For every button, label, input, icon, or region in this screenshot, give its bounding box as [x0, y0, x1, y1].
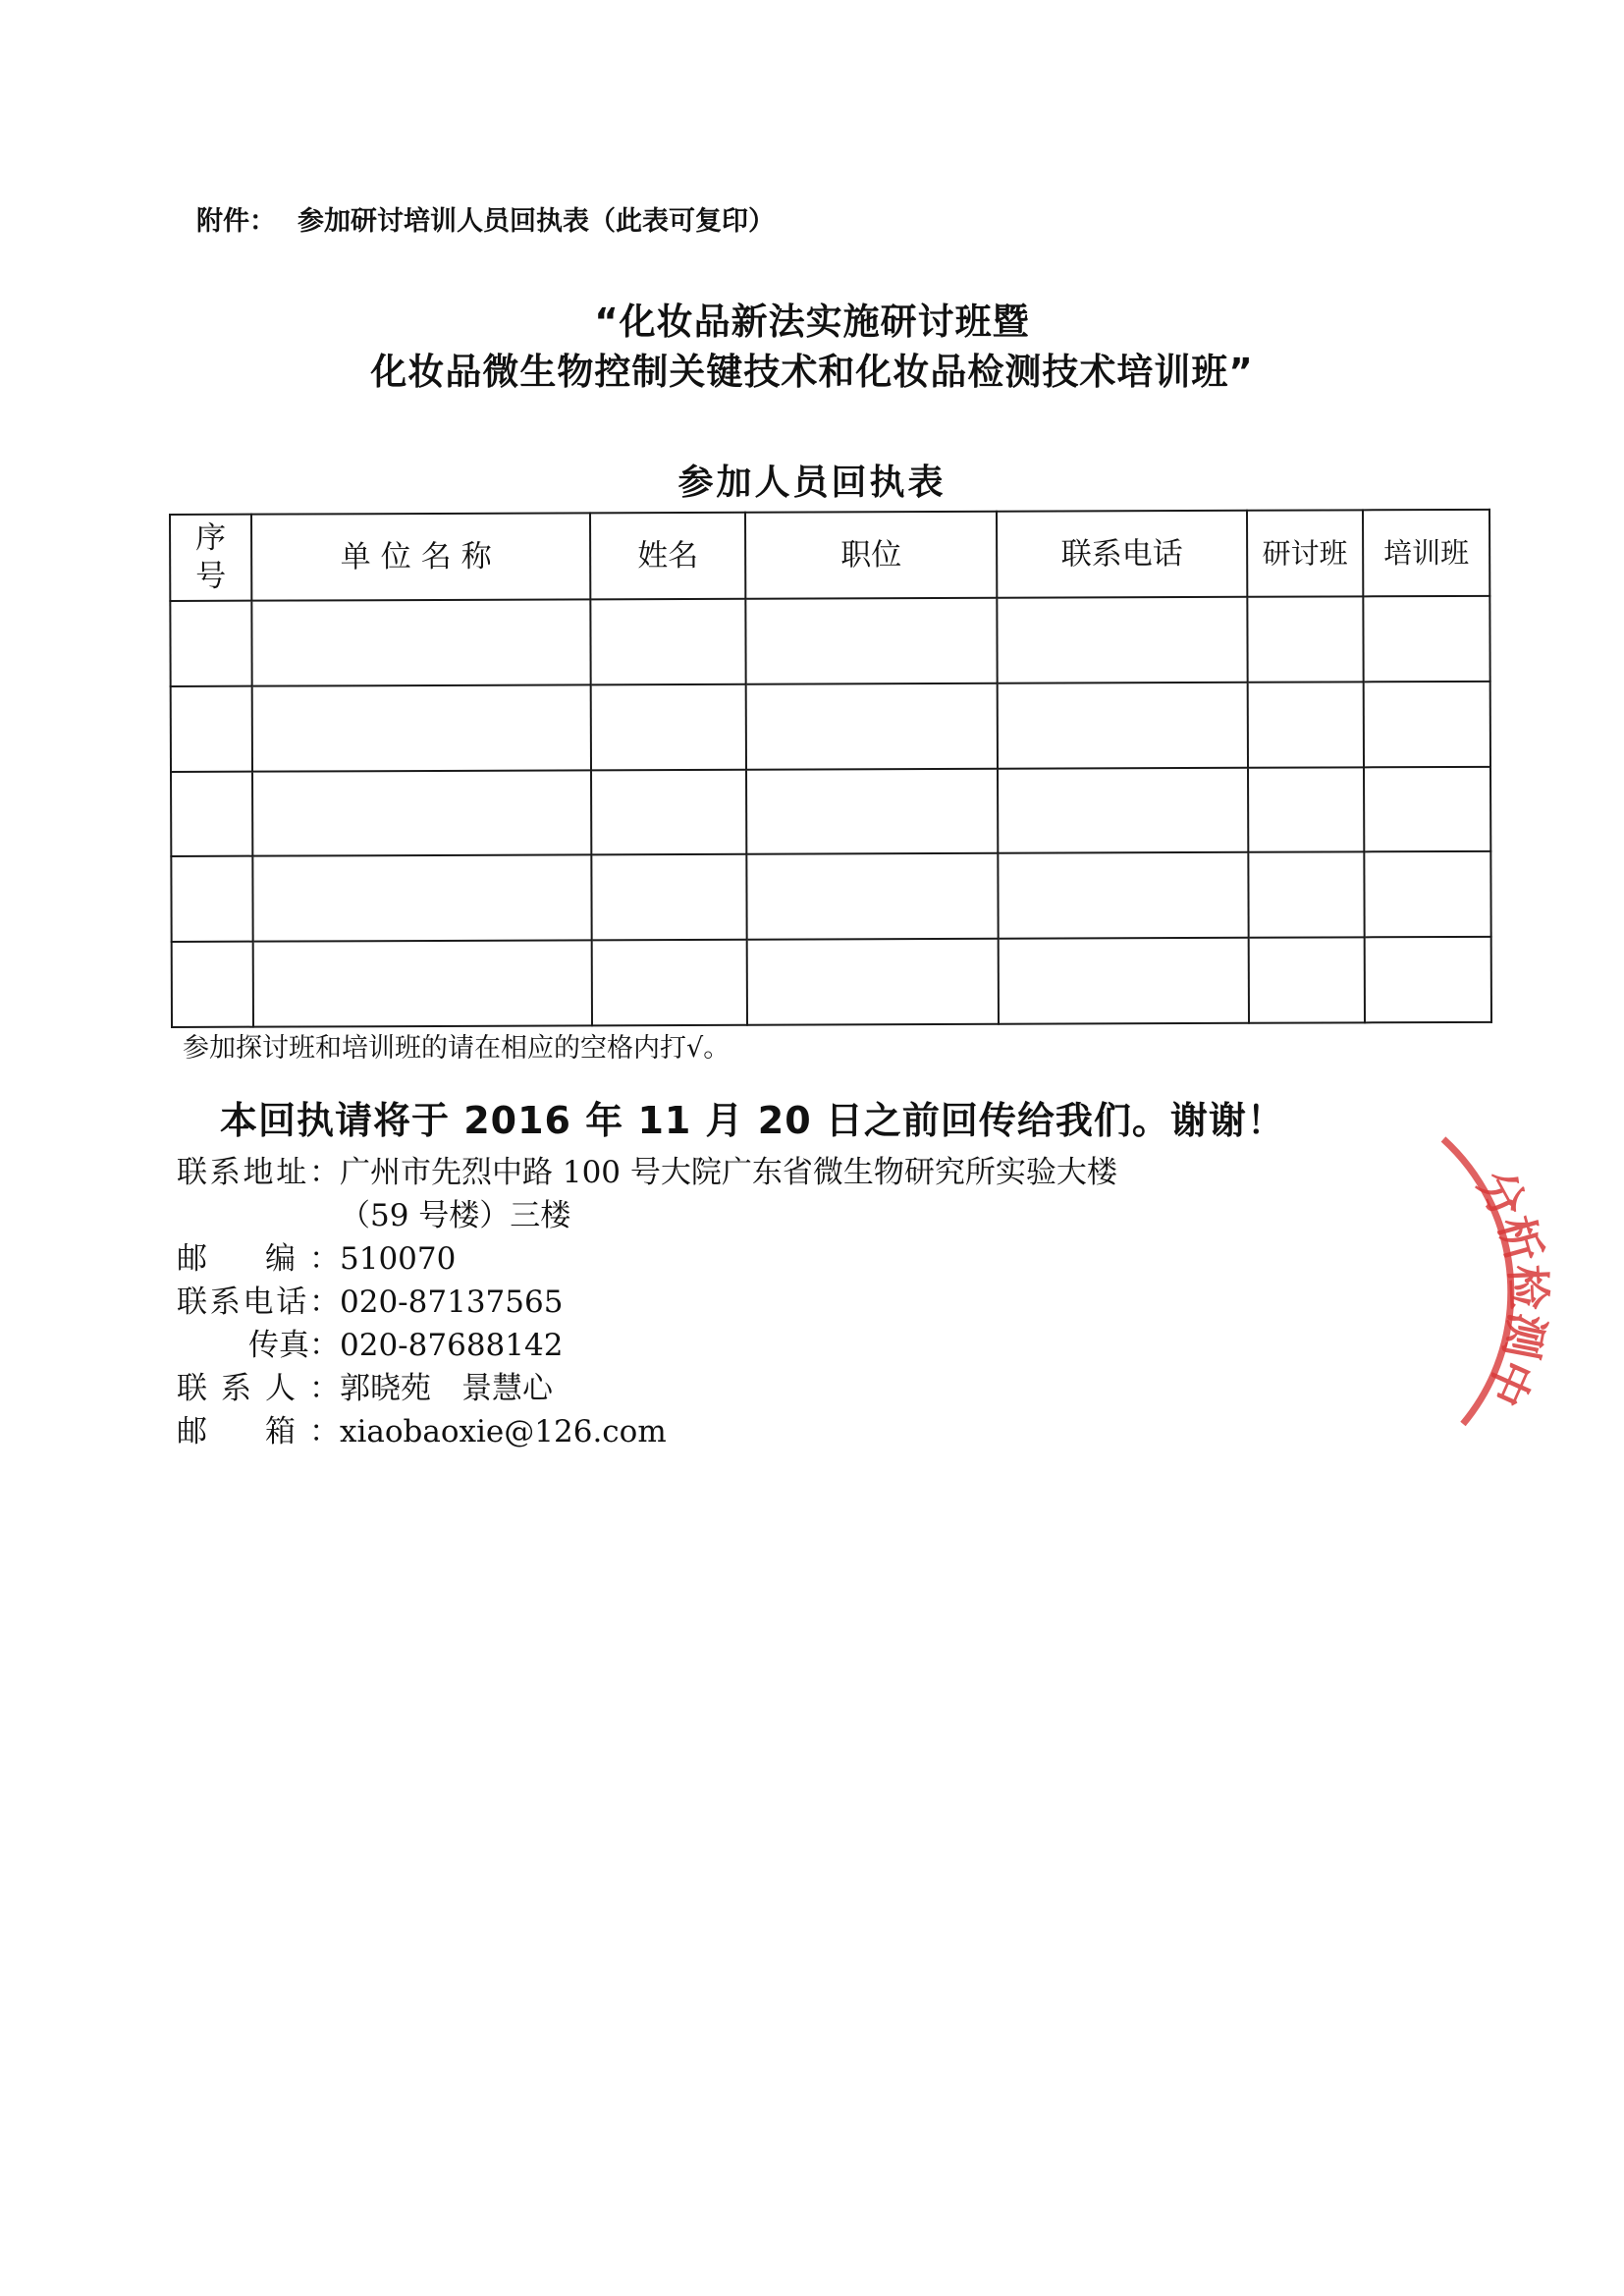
- fax-row: [177, 1324, 1117, 1367]
- contact-block: [177, 1151, 1117, 1453]
- table-cell: [747, 939, 999, 1025]
- table-row: [172, 937, 1491, 1027]
- table-cell: [591, 684, 746, 770]
- address-line-2: （59 号楼）三楼: [340, 1198, 571, 1233]
- postcode-label: 邮 编：: [177, 1241, 340, 1277]
- table-row: [170, 596, 1489, 686]
- contact-person-label: 联系人：: [177, 1371, 340, 1406]
- table-cell: [591, 769, 746, 854]
- table-cell: [1248, 767, 1364, 852]
- postcode-value: 510070: [340, 1241, 457, 1277]
- table-cell: [590, 599, 745, 684]
- svg-text:分析检测中心: 分析检测中心: [1411, 1077, 1555, 1414]
- table-cell: [998, 767, 1248, 853]
- phone-row: [177, 1281, 1117, 1324]
- table-row: [171, 851, 1490, 942]
- table-cell: [1364, 851, 1490, 937]
- table-cell: [170, 601, 251, 686]
- table-cell: [172, 942, 253, 1027]
- table-cell: [252, 855, 591, 942]
- table-cell: [252, 770, 591, 856]
- header-training: 培训班: [1363, 510, 1489, 596]
- table-cell: [171, 771, 252, 856]
- header-seq: 序 号: [170, 515, 251, 601]
- table-cell: [745, 598, 997, 684]
- table-header-row: [170, 510, 1489, 601]
- phone-label: 联系电话：: [177, 1285, 340, 1320]
- contact-person-row: [177, 1367, 1117, 1410]
- table-cell: [746, 853, 998, 940]
- registration-table: [169, 509, 1492, 1028]
- fax-label: 传真：: [248, 1328, 340, 1363]
- table-cell: [1248, 852, 1364, 938]
- title-line-2: 化妆品微生物控制关键技术和化妆品检测技术培训班”: [370, 351, 1254, 393]
- table-cell: [746, 683, 998, 770]
- table-cell: [592, 940, 747, 1025]
- email-label: 邮 箱：: [177, 1414, 340, 1449]
- table-cell: [252, 684, 591, 771]
- table-cell: [1363, 596, 1489, 682]
- email-value: xiaobaoxie@126.com: [340, 1414, 667, 1449]
- attachment-text: 参加研讨培训人员回执表（此表可复印）: [298, 206, 775, 237]
- header-name: 姓名: [590, 513, 745, 600]
- phone-value: 020-87137565: [340, 1285, 564, 1320]
- address-row: [177, 1151, 1117, 1194]
- postcode-row: [177, 1237, 1117, 1281]
- table-row: [171, 766, 1490, 856]
- checkmark-note: 参加探讨班和培训班的请在相应的空格内打√。: [183, 1033, 731, 1064]
- address-row-2: [177, 1194, 1117, 1237]
- official-seal-stamp: [1411, 1077, 1624, 1434]
- table-cell: [999, 938, 1249, 1024]
- header-seminar: 研讨班: [1247, 510, 1363, 596]
- table-cell: [746, 768, 998, 854]
- table-cell: [251, 599, 590, 685]
- contact-person-value: 郭晓苑 景慧心: [340, 1371, 553, 1406]
- table-cell: [1364, 682, 1490, 767]
- header-position: 职位: [745, 512, 997, 599]
- table-cell: [998, 683, 1248, 769]
- address-line-1: 广州市先烈中路 100 号大院广东省微生物研究所实验大楼: [340, 1155, 1117, 1190]
- table-cell: [591, 854, 746, 940]
- title-line-1: “化妆品新法实施研讨班暨: [594, 301, 1030, 343]
- table-cell: [1247, 596, 1363, 682]
- table-cell: [1249, 938, 1365, 1023]
- attachment-label: 附件：: [196, 206, 276, 237]
- table-cell: [171, 685, 252, 771]
- attachment-line: [196, 199, 775, 238]
- form-title: 参加人员回执表: [677, 463, 947, 503]
- header-org: 单位名称: [251, 513, 590, 600]
- deadline-notice: 本回执请将于 2016 年 11 月 20 日之前回传给我们。谢谢！: [220, 1099, 1285, 1142]
- table-cell: [998, 852, 1248, 939]
- table-cell: [253, 941, 592, 1027]
- table-cell: [171, 856, 252, 942]
- table-cell: [997, 597, 1247, 683]
- table-cell: [1365, 937, 1491, 1022]
- email-row: [177, 1410, 1117, 1453]
- table-row: [171, 682, 1490, 772]
- fax-value: 020-87688142: [340, 1328, 564, 1363]
- table-cell: [1364, 766, 1490, 851]
- table-cell: [1248, 682, 1364, 767]
- address-label: 联系地址：: [177, 1155, 340, 1190]
- header-phone: 联系电话: [997, 511, 1247, 598]
